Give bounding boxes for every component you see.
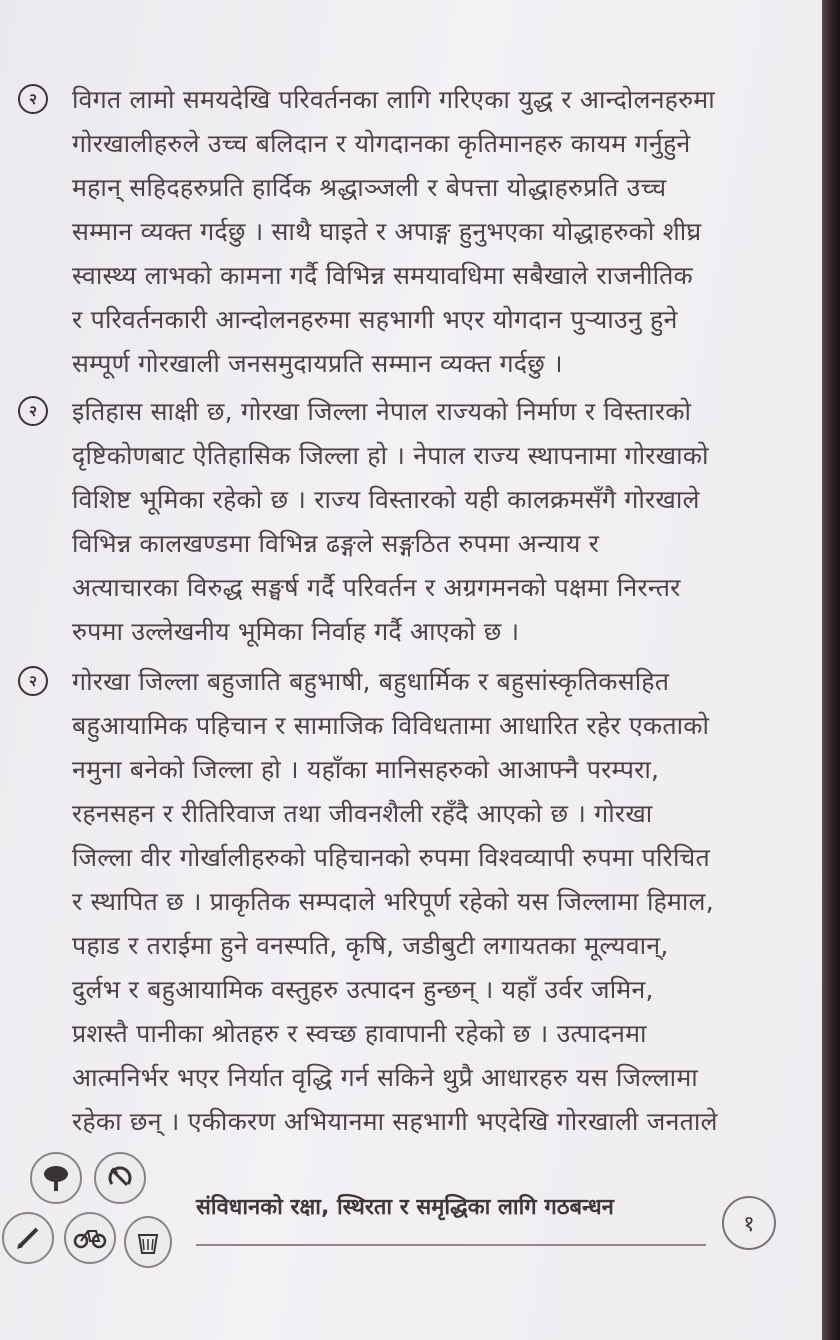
pen-icon [2,1212,54,1264]
paragraph-bullet-icon: २ [18,396,48,426]
paragraph-lines [72,390,802,654]
party-symbols [0,1148,190,1278]
paragraph-bullet-icon: २ [18,666,48,696]
tree-icon [30,1152,82,1204]
bicycle-icon [64,1212,116,1264]
text-line: विगत लामो समयदेखि परिवर्तनका लागि गरिएका युद्ध र आन्दोलनहरुमा [72,85,715,114]
paragraph-bullet-icon: २ [18,84,48,114]
text-line: अत्याचारका विरुद्ध सङ्घर्ष गर्दै परिवर्तन र अग्रगमनको पक्षमा निरन्तर [72,573,681,602]
text-line: बहुआयामिक पहिचान र सामाजिक विविधतामा आधारित रहेर एकताको [72,711,710,740]
text-line: नमुना बनेको जिल्ला हो । यहाँका मानिसहरुको आआफ्नै परम्परा, [72,755,660,784]
text-line: र स्थापित छ । प्राकृतिक सम्पदाले भरिपूर्ण रहेको यस जिल्लामा हिमाल, [72,887,714,916]
page-binding-edge [822,0,840,1340]
text-line: दुर्लभ र बहुआयामिक वस्तुहरु उत्पादन हुन्छन् । यहाँ उर्वर जमिन, [72,975,654,1004]
hammer-sickle-icon [94,1152,146,1204]
text-line: सम्मान व्यक्त गर्दछु । साथै घाइते र अपाङ्ग हुनुभएका योद्धाहरुको शीघ्र [72,217,702,246]
footer-divider [196,1244,706,1246]
text-line: विशिष्ट भूमिका रहेको छ । राज्य विस्तारको यही कालक्रमसँगै गोरखाले [72,485,700,514]
text-line: सम्पूर्ण गोरखाली जनसमुदायप्रति सम्मान व्यक्त गर्दछु । [72,349,563,378]
text-line: पहाड र तराईमा हुने वनस्पति, कृषि, जडीबुटी लगायतका मूल्यवान्, [72,931,669,960]
text-line: स्वास्थ्य लाभको कामना गर्दै विभिन्न समयावधिमा सबैखाले राजनीतिक [72,261,693,290]
paragraph-lines [72,78,802,386]
text-line: रुपमा उल्लेखनीय भूमिका निर्वाह गर्दै आएको छ । [72,617,520,646]
text-line: प्रशस्तै पानीका श्रोतहरु र स्वच्छ हावापानी रहेको छ । उत्पादनमा [72,1019,647,1048]
text-line: र परिवर्तनकारी आन्दोलनहरुमा सहभागी भएर योगदान पुर्‍याउनु हुने [72,305,678,334]
bucket-icon [124,1216,172,1268]
text-line: आत्मनिर्भर भएर निर्यात वृद्धि गर्न सकिने थुप्रै आधारहरु यस जिल्लामा [72,1063,698,1092]
text-line: इतिहास साक्षी छ, गोरखा जिल्ला नेपाल राज्यको निर्माण र विस्तारको [72,397,692,426]
text-line: रहेका छन् । एकीकरण अभियानमा सहभागी भएदेखि गोरखाली जनताले [72,1107,718,1136]
text-line: रहनसहन र रीतिरिवाज तथा जीवनशैली रहँदै आएको छ । गोरखा [72,799,653,828]
page-number: १ [722,1196,776,1250]
text-line: जिल्ला वीर गोर्खालीहरुको पहिचानको रुपमा विश्वव्यापी रुपमा परिचित [72,843,710,872]
text-line: गोरखालीहरुले उच्च बलिदान र योगदानका कृतिमानहरु कायम गर्नुहुने [72,129,691,158]
footer-slogan: संविधानको रक्षा, स्थिरता र समृद्धिका लागि गठबन्धन [196,1195,614,1220]
text-line: महान् सहिदहरुप्रति हार्दिक श्रद्धाञ्जली र बेपत्ता योद्धाहरुप्रति उच्च [72,173,667,202]
text-line: दृष्टिकोणबाट ऐतिहासिक जिल्ला हो । नेपाल राज्य स्थापनामा गोरखाको [72,441,709,470]
text-line: विभिन्न कालखण्डमा विभिन्न ढङ्गले सङ्गठित रुपमा अन्याय र [72,529,600,558]
text-line: गोरखा जिल्ला बहुजाति बहुभाषी, बहुधार्मिक र बहुसांस्कृतिकसहित [72,667,670,696]
paragraph-lines [72,660,802,1144]
